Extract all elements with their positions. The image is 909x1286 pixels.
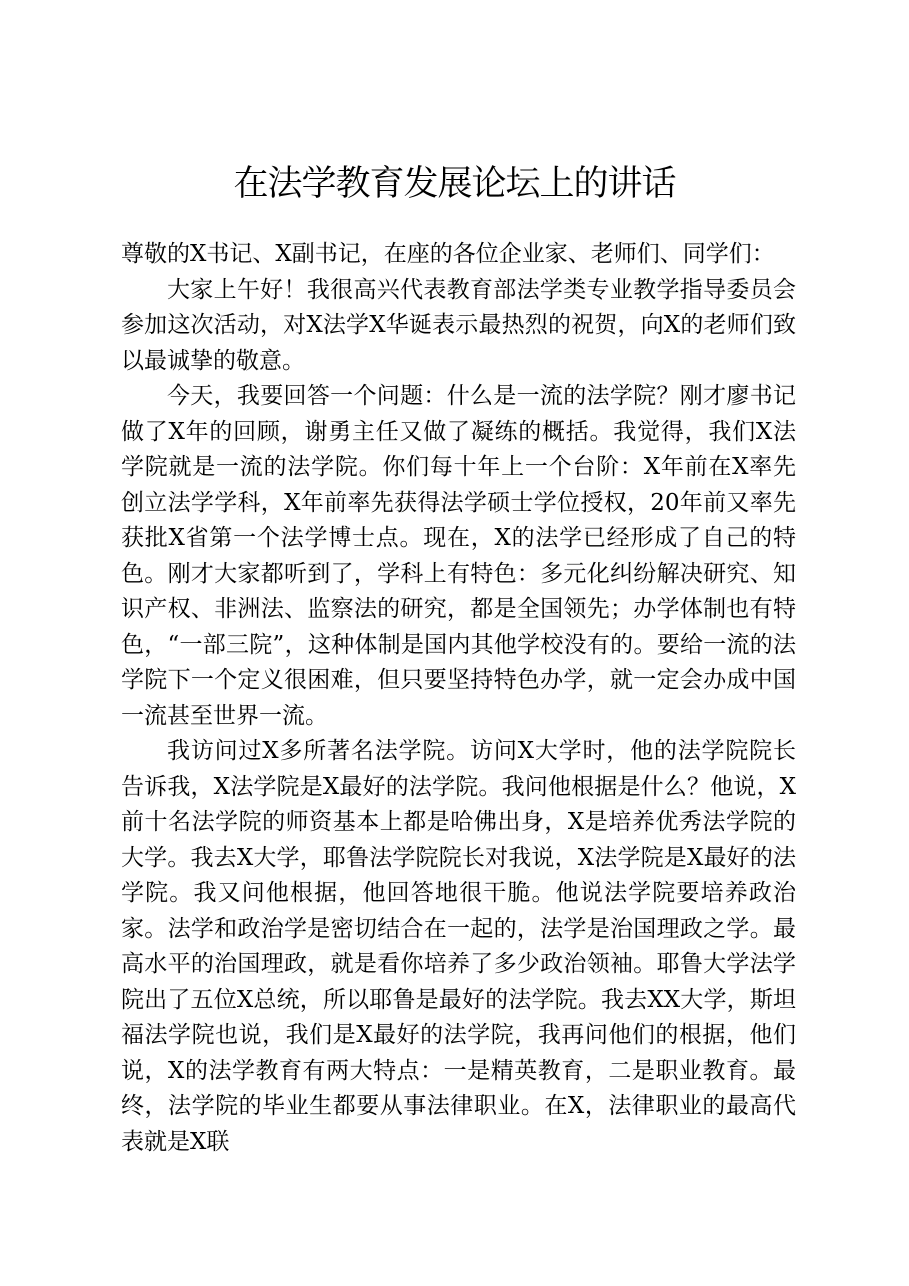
document-body xyxy=(121,237,796,1160)
paragraph-2: 今天，我要回答一个问题：什么是一流的法学院？刚才廖书记做了X年的回顾，谢勇主任又做了凝练的概括。我觉得，我们X法学院就是一流的法学院。你们每十年上一个台阶：X年前在X率先创立法学学科，X年前率先获得法学硕士学位授权，20年前又率先获批X省第一个法学博士点。现在，X的法学已经形成了自己的特色。刚才大家都听到了，学科上有特色：多元化纠纷解决研究、知识产权、非洲法、监察法的研究，都是全国领先；办学体制也有特色，“一部三院”，这种体制是国内其他学校没有的。要给一流的法学院下一个定义很困难，但只要坚持特色办学，就一定会办成中国一流甚至世界一流。 xyxy=(121,383,796,729)
salutation: 尊敬的X书记、X副书记，在座的各位企业家、老师们、同学们： xyxy=(121,241,775,267)
document-title: 在法学教育发展论坛上的讲话 xyxy=(233,164,676,204)
paragraph-1: 大家上午好！我很高兴代表教育部法学类专业教学指导委员会参加这次活动，对X法学X华诞表示最热烈的祝贺，向X的老师们致以最诚挚的敬意。 xyxy=(121,276,796,374)
paragraph-3: 我访问过X多所著名法学院。访问X大学时，他的法学院院长告诉我，X法学院是X最好的法学院。我问他根据是什么？他说，X前十名法学院的师资基本上都是哈佛出身，X是培养优秀法学院的大学。我去X大学，耶鲁法学院院长对我说，X法学院是X最好的法学院。我又问他根据，他回答地很干脆。他说法学院要培养政治家。法学和政治学是密切结合在一起的，法学是治国理政之学。最高水平的治国理政，就是看你培养了多少政治领袖。耶鲁大学法学院出了五位X总统，所以耶鲁是最好的法学院。我去XX大学，斯坦福法学院也说，我们是X最好的法学院，我再问他们的根据，他们说，X的法学教育有两大特点：一是精英教育，二是职业教育。最终，法学院的毕业生都要从事法律职业。在X，法律职业的最高代表就是X联 xyxy=(121,738,796,1155)
